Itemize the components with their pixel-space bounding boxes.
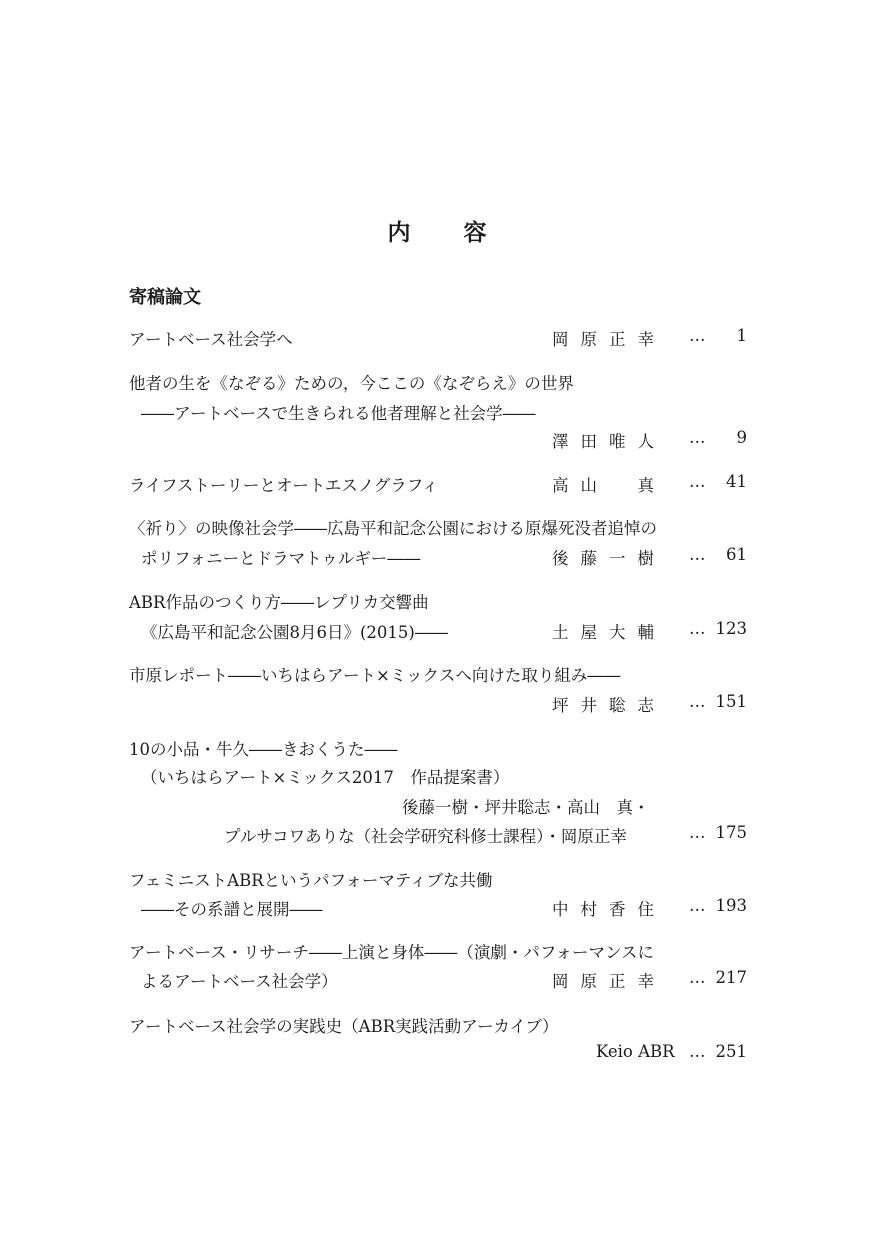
dots: …: [689, 968, 706, 987]
page-number: 251: [715, 1042, 747, 1061]
title-char-2: 容: [463, 220, 488, 246]
entry-title-line[interactable]: 10の小品・牛久――きおくうた――: [129, 740, 398, 759]
entry-title-line[interactable]: 市原レポート――いちはらアート×ミックスへ向けた取り組み――: [129, 666, 621, 685]
title-char-1: 内: [387, 220, 412, 246]
entry-author: 坪井聡志: [552, 696, 666, 715]
entry-title-line[interactable]: ABR作品のつくり方――レプリカ交響曲: [129, 593, 429, 612]
entry-subtitle-line: ――その系譜と展開――: [141, 900, 323, 919]
entry-title-line[interactable]: 他者の生を《なぞる》ための，今ここの《なぞらえ》の世界: [129, 374, 574, 393]
entry-subtitle-line: 《広島平和記念公園8月6日》(2015)――: [141, 623, 448, 642]
dots: …: [689, 545, 706, 564]
entry-title-line[interactable]: フェミニストABRというパフォーマティブな共働: [129, 871, 493, 890]
dots: …: [689, 472, 706, 491]
page-number: 175: [715, 823, 747, 842]
dots: …: [689, 1042, 706, 1061]
entry-author-line: プルサコワありな（社会学研究科修士課程）・岡原正幸: [224, 827, 627, 846]
entry-author: 中村香住: [552, 900, 666, 919]
entry-author-line: 後藤一樹・坪井聡志・高山 真・: [402, 798, 650, 817]
page-number: 61: [726, 545, 747, 564]
page-number: 9: [736, 428, 747, 447]
entry-author: 岡原正幸: [552, 972, 666, 991]
page-number: 123: [715, 619, 747, 638]
entry-title-line[interactable]: アートベース・リサーチ――上演と身体――（演劇・パフォーマンスに: [129, 943, 655, 962]
page-number: 217: [715, 968, 747, 987]
entry-subtitle-line: （いちはらアート×ミックス2017 作品提案書）: [141, 768, 510, 787]
page-number: 41: [726, 472, 747, 491]
entry-author: Keio ABR: [596, 1042, 675, 1061]
entry-subtitle-line: ――アートベースで生きられる他者理解と社会学――: [141, 404, 536, 423]
page-number: 193: [715, 896, 747, 915]
page-number: 1: [736, 326, 747, 345]
entry-subtitle-line: よるアートベース社会学）: [141, 972, 338, 991]
page-title: [0, 214, 875, 247]
dots: …: [689, 823, 706, 842]
dots: …: [689, 326, 706, 345]
entry-title-line[interactable]: 〈祈り〉の映像社会学――広島平和記念公園における原爆死没者追悼の: [129, 519, 657, 538]
entry-author: 澤田唯人: [552, 432, 666, 451]
page-number: 151: [715, 692, 747, 711]
entry-author: 高山 真: [552, 476, 666, 495]
entry-author: 岡原正幸: [552, 330, 666, 349]
entry-author: 後藤一樹: [552, 549, 666, 568]
dots: …: [689, 692, 706, 711]
entry-title-line[interactable]: ライフストーリーとオートエスノグラフィ: [129, 476, 439, 495]
entry-title-line[interactable]: アートベース社会学の実践史（ABR実践活動アーカイブ）: [129, 1017, 559, 1036]
entry-title-line[interactable]: アートベース社会学へ: [129, 330, 293, 349]
dots: …: [689, 619, 706, 638]
section-heading: 寄稿論文: [129, 287, 201, 308]
entry-author: 土屋大輔: [552, 623, 666, 642]
dots: …: [689, 428, 706, 447]
entry-subtitle-line: ポリフォニーとドラマトゥルギー――: [141, 549, 421, 568]
dots: …: [689, 896, 706, 915]
